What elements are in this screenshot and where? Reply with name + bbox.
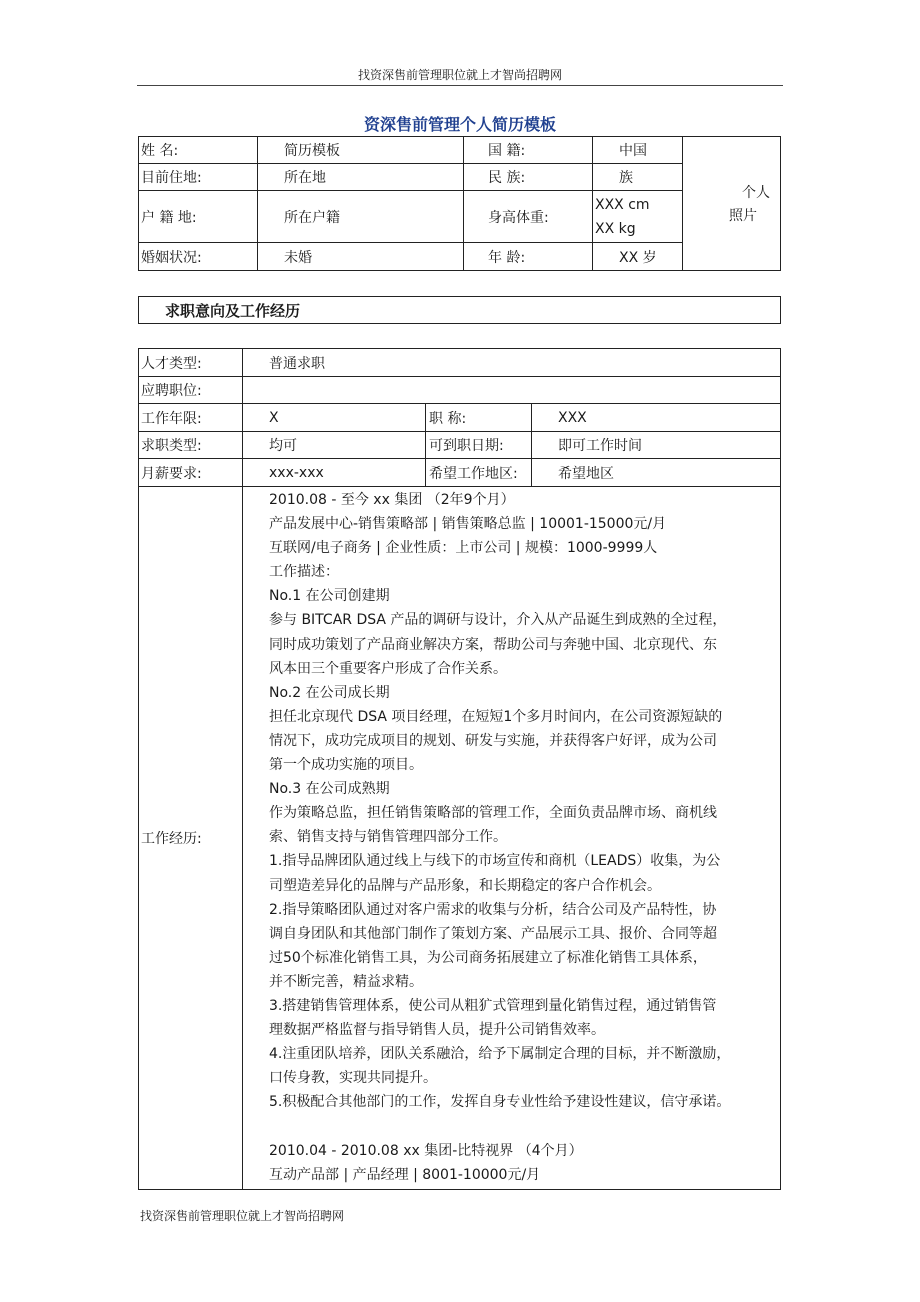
marital-value: 未婚 bbox=[284, 249, 312, 266]
experience-line: No.1 在公司创建期 bbox=[269, 588, 390, 605]
experience-label: 工作经历: bbox=[141, 831, 202, 847]
job-title-label: 职 称: bbox=[429, 410, 467, 427]
available-date-label: 可到职日期: bbox=[429, 438, 504, 454]
position-value bbox=[269, 377, 769, 403]
talent-type-label: 人才类型: bbox=[141, 355, 202, 372]
nationality-value: 中国 bbox=[619, 143, 647, 159]
position-label: 应聘职位: bbox=[141, 383, 202, 399]
ethnicity-value: 族 bbox=[619, 170, 633, 186]
experience-line: 互动产品部 | 产品经理 | 8001-10000元/月 bbox=[269, 1166, 541, 1183]
experience-line: 参与 BITCAR DSA 产品的调研与设计，介入从产品诞生到成熟的全过程， bbox=[269, 612, 727, 629]
experience-line: 互联网/电子商务 | 企业性质：上市公司 | 规模：1000-9999人 bbox=[269, 540, 658, 557]
col-divider bbox=[425, 403, 426, 486]
col-divider bbox=[257, 136, 258, 271]
experience-line: 风本田三个重要客户形成了合作关系。 bbox=[269, 660, 507, 677]
age-value: XX 岁 bbox=[619, 249, 657, 266]
salary-label: 月薪要求: bbox=[141, 465, 202, 482]
photo-label-line2: 照片 bbox=[729, 208, 757, 224]
talent-type-value: 普通求职 bbox=[269, 355, 325, 372]
section-title: 求职意向及工作经历 bbox=[138, 296, 781, 324]
weight-value: XX kg bbox=[595, 221, 636, 237]
experience-line: 工作描述： bbox=[269, 564, 339, 581]
marital-label: 婚姻状况: bbox=[141, 249, 202, 266]
col-divider bbox=[531, 403, 532, 486]
experience-line: No.3 在公司成熟期 bbox=[269, 781, 390, 798]
residence-label: 目前住地: bbox=[141, 170, 202, 186]
experience-line: 并不断完善，精益求精。 bbox=[269, 973, 423, 990]
experience-line: 5.积极配合其他部门的工作，发挥自身专业性给予建设性建议，信守承诺。 bbox=[269, 1094, 731, 1111]
experience-line: 司塑造差异化的品牌与产品形象，和长期稳定的客户合作机会。 bbox=[269, 877, 661, 894]
job-type-value: 均可 bbox=[269, 438, 297, 454]
experience-line: 担任北京现代 DSA 项目经理，在短短1个多月时间内，在公司资源短缺的 bbox=[269, 708, 723, 725]
region-value: 希望地区 bbox=[558, 465, 614, 482]
experience-line: 情况下，成功完成项目的规划、研发与实施，并获得客户好评，成为公司 bbox=[269, 732, 717, 749]
hukou-value: 所在户籍 bbox=[284, 209, 340, 226]
experience-line: 过50个标准化销售工具，为公司商务拓展建立了标准化销售工具体系， bbox=[269, 949, 707, 966]
experience-line: 同时成功策划了产品商业解决方案，帮助公司与奔驰中国、北京现代、东 bbox=[269, 636, 717, 653]
page-footer: 找资深售前管理职位就上才智尚招聘网 bbox=[140, 1209, 345, 1223]
row-divider bbox=[138, 486, 781, 487]
years-value: X bbox=[269, 409, 279, 426]
region-label: 希望工作地区: bbox=[429, 465, 518, 482]
photo-label-line1: 个人 bbox=[742, 185, 770, 201]
experience-line bbox=[269, 1114, 783, 1138]
resume-title: 资深售前管理个人简历模板 bbox=[363, 115, 556, 134]
experience-line: 调自身团队和其他部门制作了策划方案、产品展示工具、报价、合同等超 bbox=[269, 925, 717, 942]
col-divider bbox=[592, 136, 593, 271]
experience-line: 3.搭建销售管理体系，使公司从粗犷式管理到量化销售过程，通过销售管 bbox=[269, 997, 717, 1014]
experience-line: 产品发展中心-销售策略部 | 销售策略总监 | 10001-15000元/月 bbox=[269, 516, 667, 533]
height-value: XXX cm bbox=[595, 197, 650, 213]
available-date-value: 即可工作时间 bbox=[558, 438, 642, 454]
photo-placeholder bbox=[714, 182, 772, 228]
experience-content bbox=[269, 488, 783, 1187]
age-label: 年 龄: bbox=[488, 249, 526, 266]
salary-value: xxx-xxx bbox=[269, 464, 324, 481]
experience-line: 第一个成功实施的项目。 bbox=[269, 757, 423, 774]
experience-line: 口传身教，实现共同提升。 bbox=[269, 1070, 437, 1087]
years-label: 工作年限: bbox=[141, 410, 202, 427]
ethnicity-label: 民 族: bbox=[488, 170, 526, 186]
nationality-label: 国 籍: bbox=[488, 143, 526, 159]
experience-line: 1.指导品牌团队通过线上与线下的市场宣传和商机（LEADS）收集，为公 bbox=[269, 853, 721, 870]
header-divider bbox=[137, 85, 783, 86]
col-divider bbox=[682, 136, 683, 271]
col-divider bbox=[242, 348, 243, 1190]
experience-line: 索、销售支持与销售管理四部分工作。 bbox=[269, 829, 507, 846]
job-type-label: 求职类型: bbox=[141, 438, 202, 454]
name-value: 简历模板 bbox=[284, 143, 340, 159]
experience-line: 2.指导策略团队通过对客户需求的收集与分析，结合公司及产品特性，协 bbox=[269, 901, 717, 918]
experience-line: No.2 在公司成长期 bbox=[269, 684, 390, 701]
experience-line: 理数据严格监督与指导销售人员，提升公司销售效率。 bbox=[269, 1022, 605, 1039]
experience-line: 2010.08 - 至今 xx 集团 （2年9个月） bbox=[269, 492, 515, 508]
page-header: 找资深售前管理职位就上才智尚招聘网 bbox=[357, 68, 562, 82]
experience-line: 作为策略总监，担任销售策略部的管理工作，全面负责品牌市场、商机线 bbox=[269, 805, 717, 822]
residence-value: 所在地 bbox=[284, 170, 326, 186]
job-title-value: XXX bbox=[558, 409, 587, 426]
height-weight-label: 身高体重: bbox=[488, 209, 549, 226]
experience-line: 2010.04 - 2010.08 xx 集团-比特视界 （4个月） bbox=[269, 1142, 583, 1159]
hukou-label: 户 籍 地: bbox=[141, 209, 197, 226]
col-divider bbox=[463, 136, 464, 271]
name-label: 姓 名: bbox=[141, 143, 179, 159]
experience-line: 4.注重团队培养，团队关系融洽，给予下属制定合理的目标，并不断激励， bbox=[269, 1046, 731, 1063]
